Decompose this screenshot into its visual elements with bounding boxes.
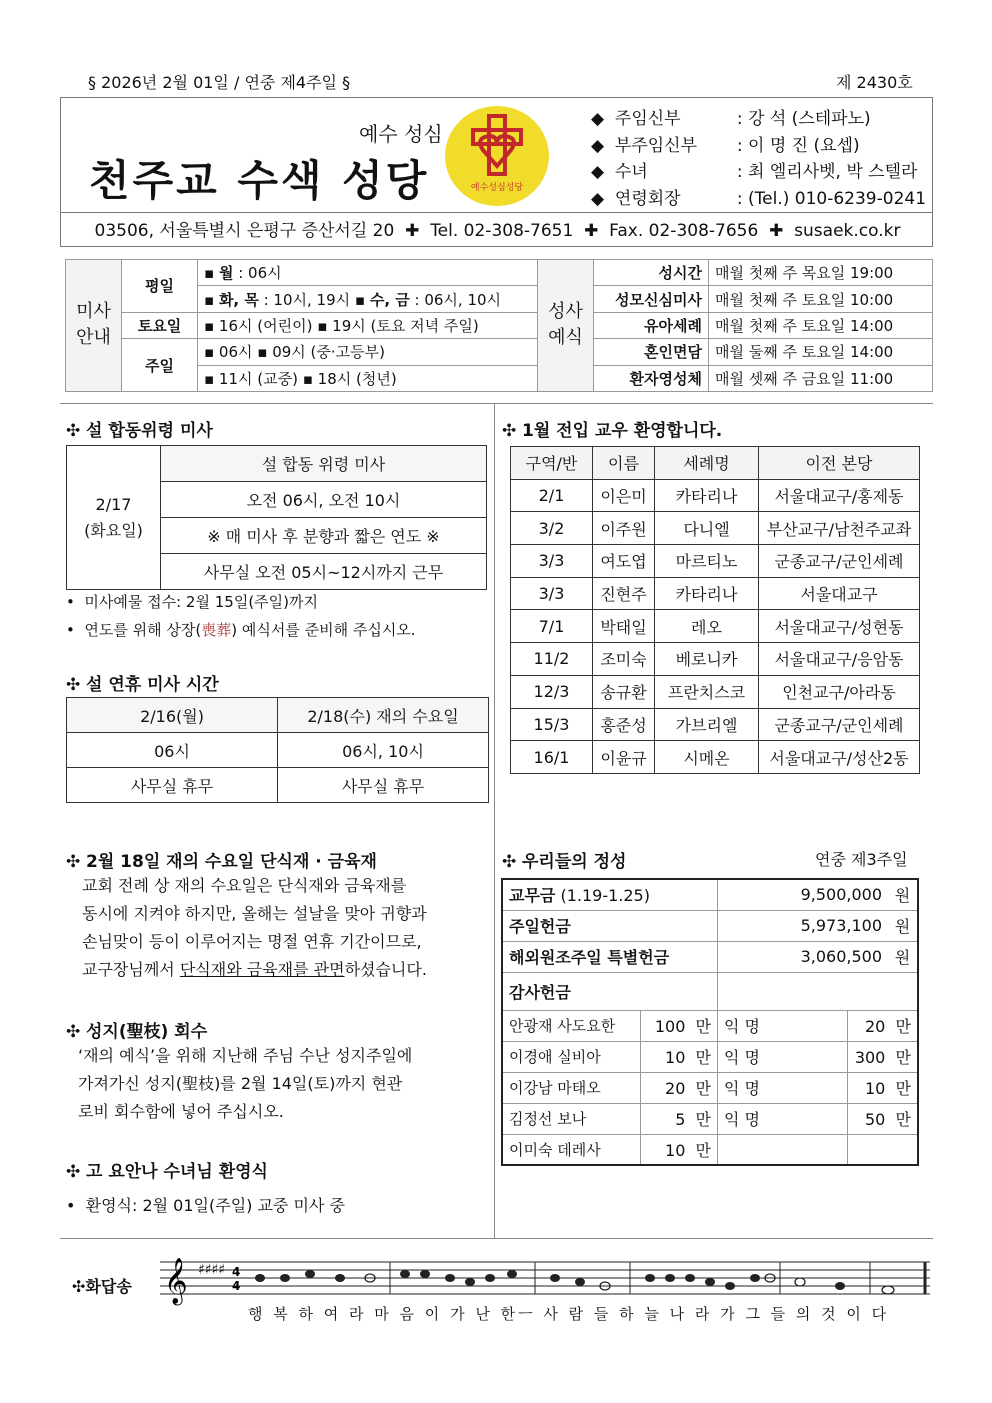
palm-title: ✣ 성지(聖枝) 회수 (66, 1022, 208, 1042)
svg-text:♯♯♯♯: ♯♯♯♯ (198, 1262, 226, 1278)
rite-time: 매월 첫째 주 토요일 10:00 (709, 286, 933, 312)
staff-list: ◆ 주임신부 : 강 석 (스테파노) ◆ 부주임신부 : 이 명 진 (요셉) ◆ 수녀 : 최 엘리사벳, 박 스텔라 ◆ 연령회장 : (Tel.) 010-6239-0241 (591, 106, 926, 212)
address: 03506, 서울특별시 은평구 증산서길 20 (94, 221, 395, 241)
table-row: 2/1 이은미 카타리나 서울대교구/홍제동 (511, 479, 920, 512)
staff-name: 최 엘리사벳, 박 스텔라 (748, 162, 918, 182)
welcome-title: ✣ 고 요안나 수녀님 환영식 (66, 1162, 268, 1182)
rite-time: 매월 셋째 주 금요일 11:00 (709, 365, 933, 391)
fax: Fax. 02-308-7656 (609, 221, 759, 241)
church-subtitle: 예수 성심 (359, 122, 443, 146)
rite-name: 유아세례 (594, 312, 709, 338)
staff-name: (Tel.) 010-6239-0241 (748, 188, 927, 209)
mass-schedule-table: 미사 안내 평일 ▪ 월 : 06시 성사 예식 성시간 매월 첫째 주 목요일 19:00 ▪ 화, 목 : 10시, 19시 ▪ 수, 금 : 06시, 10시 성모신심미사 매월 첫째 주 토요일 10:00 토요일 ▪ 16시 (어린이) ▪ 19시 (토요 저녁 주일) 유아세례 매월 첫째 주 토요일 14:00 주일 ▪ 06시 ▪ 09시 (중·고등부) 혼인면담 매월 둘째 주 토요일 14:00 ▪ 11시 (교중) ▪ 18시 (청년) 환자영성체 매월 셋째 주 금요일 11:00 (65, 259, 933, 392)
rite-name: 혼인면담 (594, 339, 709, 365)
ash-wednesday-title: ✣ 2월 18일 재의 수요일 단식재 · 금육재 (66, 852, 377, 872)
church-name: 천주교 수색 성당 (89, 156, 430, 205)
memorial-title: ✣ 설 합동위령 미사 (66, 421, 213, 441)
treble-clef-icon: 𝄞 (164, 1258, 188, 1304)
holiday-table: 2/16(월) 2/18(수) 재의 수요일 06시 06시, 10시 사무실 휴무 사무실 휴무 (66, 697, 489, 803)
date-line: § 2026년 2월 01일 / 연중 제4주일 § (88, 73, 351, 92)
rite-time: 매월 첫째 주 목요일 19:00 (709, 260, 933, 286)
rite-name: 성시간 (594, 260, 709, 286)
memorial-table: 2/17 (화요일) 설 합동 위령 미사 오전 06시, 오전 10시 ※ 매 미사 후 분향과 짧은 연도 ※ 사무실 오전 05시~12시까지 근무 (66, 445, 487, 590)
offering-week: 연중 제3주일 (815, 850, 908, 869)
memorial-note-1: • 미사예물 접수: 2월 15일(주일)까지 (66, 593, 318, 611)
website[interactable]: susaek.co.kr (794, 221, 901, 241)
staff-role: 부주임신부 (614, 135, 698, 156)
table-row: 이경애 실비아 10 만 익 명 300 만 (502, 1041, 918, 1072)
rite-time: 매월 둘째 주 토요일 14:00 (709, 339, 933, 365)
newcomers-table: 구역/반 이름 세례명 이전 본당 2/1 이은미 카타리나 서울대교구/홍제동 3/2 이주원 다니엘 부산교구/남천주교좌 3/3 여도엽 마르티노 군종교구/군인세례 3/3 진현주 카타리나 서울대교구 7/1 박태일 레오 서울대교구/성현동 11/2 조미숙 베로니카 서울대교구/응암동 12/3 송규환 프란치스코 인천교구/아라동 15/3 홍준성 가브리엘 군종교구/군인세례 16/1 이윤규 시메온 서울대교구/성산2동 (510, 446, 920, 774)
psalm-lyrics: 행 복 하 여 라 마 음 이 가 난 한ㅡ 사 람 들 하 늘 나 라 가 그 들 의 것 이 다 (248, 1305, 890, 1323)
holiday-title: ✣ 설 연휴 미사 시간 (66, 675, 219, 695)
svg-text:4: 4 (232, 1279, 241, 1293)
table-row: 12/3 송규환 프란치스코 인천교구/아라동 (511, 675, 920, 708)
table-row: 김정선 보나 5 만 익 명 50 만 (502, 1103, 918, 1134)
issue-number: 제 2430호 (836, 73, 913, 92)
cross-heart-icon (445, 106, 549, 206)
palm-text: ‘재의 예식’을 위해 지난해 주님 수난 성지주일에 가져가신 성지(聖枝)를 2월 14일(토)까지 현관 로비 회수함에 넣어 주십시오. (78, 1046, 413, 1121)
table-row: 7/1 박태일 레오 서울대교구/성현동 (511, 610, 920, 643)
contact-line: 03506, 서울특별시 은평구 증산서길 20 ✚ Tel. 02-308-7651 ✚ Fax. 02-308-7656 ✚ susaek.co.kr (94, 221, 901, 241)
table-row: 3/2 이주원 다니엘 부산교구/남천주교좌 (511, 512, 920, 545)
table-row: 3/3 여도엽 마르티노 군종교구/군인세례 (511, 545, 920, 578)
phone: Tel. 02-308-7651 (430, 221, 574, 241)
logo-text: 예수성심성당 (470, 183, 524, 193)
staff-role: 주임신부 (614, 109, 681, 129)
psalm-label: ✣화답송 (72, 1277, 132, 1296)
church-logo (445, 106, 549, 206)
rite-time: 매월 첫째 주 토요일 14:00 (709, 312, 933, 338)
music-staff (160, 1248, 935, 1308)
rite-name: 환자영성체 (594, 365, 709, 391)
table-row: 안광재 사도요한 100 만 익 명 20 만 (502, 1010, 918, 1041)
offering-table: 교무금 (1.19-1.25) 9,500,000 원 주일헌금 5,973,100 원 해외원조주일 특별헌금 3,060,500 원 감사헌금 안광재 사도요한 100 만 익 명 20 만 이경애 실비아 10 만 익 명 300 만 이강남 마태오 20 만 익 명 10 만 김정선 보나 5 만 익 명 50 만 이미숙 데레사 10 만 (501, 878, 919, 1166)
table-row: 이강남 마태오 20 만 익 명 10 만 (502, 1072, 918, 1103)
offering-title: ✣ 우리들의 정성 (502, 852, 627, 872)
svg-text:4: 4 (232, 1265, 241, 1279)
header-box (60, 97, 933, 247)
memorial-note-2: • 연도를 위해 상장(喪葬) 예식서를 준비해 주십시오. (66, 621, 416, 639)
newcomers-title: ✣ 1월 전입 교우 환영합니다. (502, 421, 723, 441)
staff-name: 강 석 (스테파노) (748, 109, 871, 129)
rite-name: 성모신심미사 (594, 286, 709, 312)
staff-role: 수녀 (614, 162, 648, 182)
staff-role: 연령회장 (614, 188, 681, 209)
table-row: 16/1 이윤규 시메온 서울대교구/성산2동 (511, 741, 920, 774)
table-row: 11/2 조미숙 베로니카 서울대교구/응암동 (511, 643, 920, 676)
welcome-note: • 환영식: 2월 01일(주일) 교중 미사 중 (66, 1196, 345, 1215)
table-row: 이미숙 데레사 10 만 (502, 1134, 918, 1165)
table-row: 15/3 홍준성 가브리엘 군종교구/군인세례 (511, 708, 920, 741)
ash-wednesday-text: 교회 전례 상 재의 수요일은 단식재와 금육재를 동시에 지켜야 하지만, 올해는 설날을 맞아 귀향과 손님맞이 등이 이루어지는 명절 연휴 기간이므로, 교구장님께서 단식재와 금육재를 관면하셨습니다. (82, 876, 427, 979)
staff-name: 이 명 진 (요셉) (748, 135, 860, 156)
table-row: 3/3 진현주 카타리나 서울대교구 (511, 577, 920, 610)
